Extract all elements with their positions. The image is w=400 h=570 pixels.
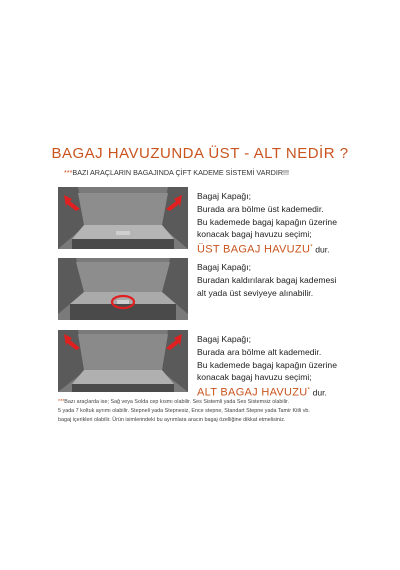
section-line: Burada ara bölme alt kademedir. <box>197 346 322 357</box>
trunk-photo-lift <box>58 258 188 320</box>
trunk-photo-upper <box>58 187 188 249</box>
page-title: BAGAJ HAVUZUNDA ÜST - ALT NEDİR ? <box>51 145 349 162</box>
highlight-tail: dur. <box>310 387 327 398</box>
section-line: Buradan kaldırılarak bagaj kademesi <box>197 274 337 285</box>
highlight-mark: * <box>307 387 311 394</box>
page-subtitle <box>64 168 289 177</box>
section-highlight-line <box>197 241 382 256</box>
section-line: konacak bagaj havuzu seçimi; <box>197 229 312 240</box>
footnote-stars: *** <box>58 399 65 405</box>
section-line: Burada ara bölme üst kademedir. <box>197 203 324 214</box>
footnote-line-2: 5 yada 7 koltuk ayrımı olabilir. Stepneli yada Stepnesiz, Ence stepne, Standart Stepne yada Tamir Kitli vb. <box>58 408 310 414</box>
footnote-line-3: bagaj içerikleri olabilir. Ürün isimlerindeki bu ayrımlara aracın bagaj özelliğine dikkat etmelisiniz. <box>58 417 286 423</box>
subtitle-stars: *** <box>64 168 73 177</box>
section-line: Bagaj Kapağı; <box>197 191 251 201</box>
highlight-text: ÜST BAGAJ HAVUZU <box>197 243 311 256</box>
section-line: konacak bagaj havuzu seçimi; <box>197 372 312 383</box>
section-line: Bagaj Kapağı; <box>197 262 251 272</box>
highlight-tail: dur. <box>312 244 330 255</box>
trunk-photo-lower <box>58 330 188 392</box>
section-line: alt yada üst seviyeye alınabilir. <box>197 287 314 298</box>
highlight-mark: * <box>310 244 313 251</box>
section-line: Bu kademede bagaj kapağın üzerine <box>197 216 337 227</box>
section-line: Bagaj Kapağı; <box>197 334 251 344</box>
footnote-line-1: Bazı araçlarda ise; Sağ veya Solda cep kısmı olabilir. Ses Sistemli yada Ses Sistemsiz olabilir. <box>64 399 290 405</box>
section-upper-text <box>197 190 382 257</box>
subtitle-text: BAZI ARAÇLARIN BAGAJINDA ÇİFT KADEME SİSTEMİ VARDIR!!! <box>72 168 290 177</box>
footnote-line <box>58 398 358 407</box>
section-lift-text <box>197 261 382 299</box>
section-line: Bu kademede bagaj kapağın üzerine <box>197 359 337 370</box>
highlight-text: ALT BAGAJ HAVUZU <box>197 386 308 399</box>
footnote <box>58 398 358 425</box>
section-lower-text <box>197 333 382 400</box>
